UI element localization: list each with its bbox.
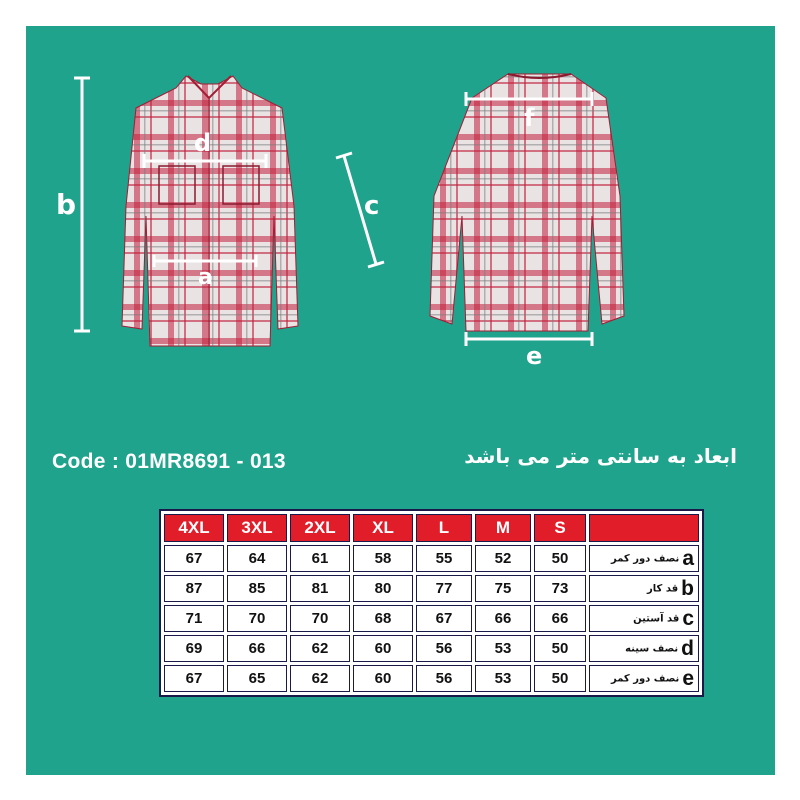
measure-label-d: d [194,129,212,157]
table-row-d [164,635,699,662]
table-cell: 67 [416,605,472,632]
table-cell: 58 [353,545,413,572]
table-cell: 77 [416,575,472,602]
table-cell: 85 [227,575,287,602]
size-header-xl: XL [353,514,413,542]
table-cell: 52 [475,545,531,572]
size-header-2xl: 2XL [290,514,350,542]
table-cell: 73 [534,575,586,602]
row-label-a [589,545,699,572]
measure-label-f: f [524,104,535,132]
table-cell: 64 [227,545,287,572]
front-shirt-image [122,76,298,346]
table-cell: 60 [353,635,413,662]
row-desc: نصف سینه [625,643,679,654]
table-cell: 60 [353,665,413,692]
background-panel [26,26,775,775]
size-header-s: S [534,514,586,542]
row-desc: قد آستین [633,613,680,624]
row-letter: b [681,576,694,600]
table-cell: 50 [534,635,586,662]
row-letter: c [682,606,694,630]
size-header-row [164,514,699,542]
table-row-c [164,605,699,632]
row-label-d [589,635,699,662]
row-letter: e [682,666,694,690]
size-header-3xl: 3XL [227,514,287,542]
row-desc: نصف دور کمر [610,553,680,564]
unit-note: ابعاد به سانتی متر می باشد [464,444,737,468]
row-label-b [589,575,699,602]
table-cell: 69 [164,635,224,662]
table-cell: 53 [475,635,531,662]
shirt-diagrams [26,26,775,426]
table-cell: 67 [164,665,224,692]
table-cell: 70 [227,605,287,632]
table-cell: 67 [164,545,224,572]
measure-label-c: c [364,191,380,221]
measure-label-a: a [198,265,213,290]
table-cell: 66 [227,635,287,662]
measure-label-b: b [56,188,77,221]
table-cell: 71 [164,605,224,632]
row-label-c [589,605,699,632]
table-cell: 56 [416,665,472,692]
table-cell: 87 [164,575,224,602]
row-desc: قد کار [647,583,679,594]
table-cell: 68 [353,605,413,632]
row-letter: a [682,546,694,570]
size-header-measure [589,514,699,542]
table-cell: 50 [534,545,586,572]
table-cell: 53 [475,665,531,692]
table-cell: 50 [534,665,586,692]
table-cell: 81 [290,575,350,602]
table-cell: 62 [290,665,350,692]
product-code: Code : 01MR8691 - 013 [52,450,286,473]
table-cell: 80 [353,575,413,602]
table-cell: 66 [475,605,531,632]
table-cell: 62 [290,635,350,662]
row-label-e [589,665,699,692]
measure-label-e: e [526,342,543,370]
table-cell: 70 [290,605,350,632]
size-header-m: M [475,514,531,542]
row-desc: نصف دور کمر [610,673,680,684]
table-cell: 56 [416,635,472,662]
table-row-a [164,545,699,572]
size-header-4xl: 4XL [164,514,224,542]
size-header-l: L [416,514,472,542]
table-cell: 55 [416,545,472,572]
table-row-b [164,575,699,602]
table-cell: 61 [290,545,350,572]
row-letter: d [681,636,694,660]
size-table [159,509,704,697]
table-cell: 66 [534,605,586,632]
table-cell: 75 [475,575,531,602]
table-cell: 65 [227,665,287,692]
table-row-e [164,665,699,692]
